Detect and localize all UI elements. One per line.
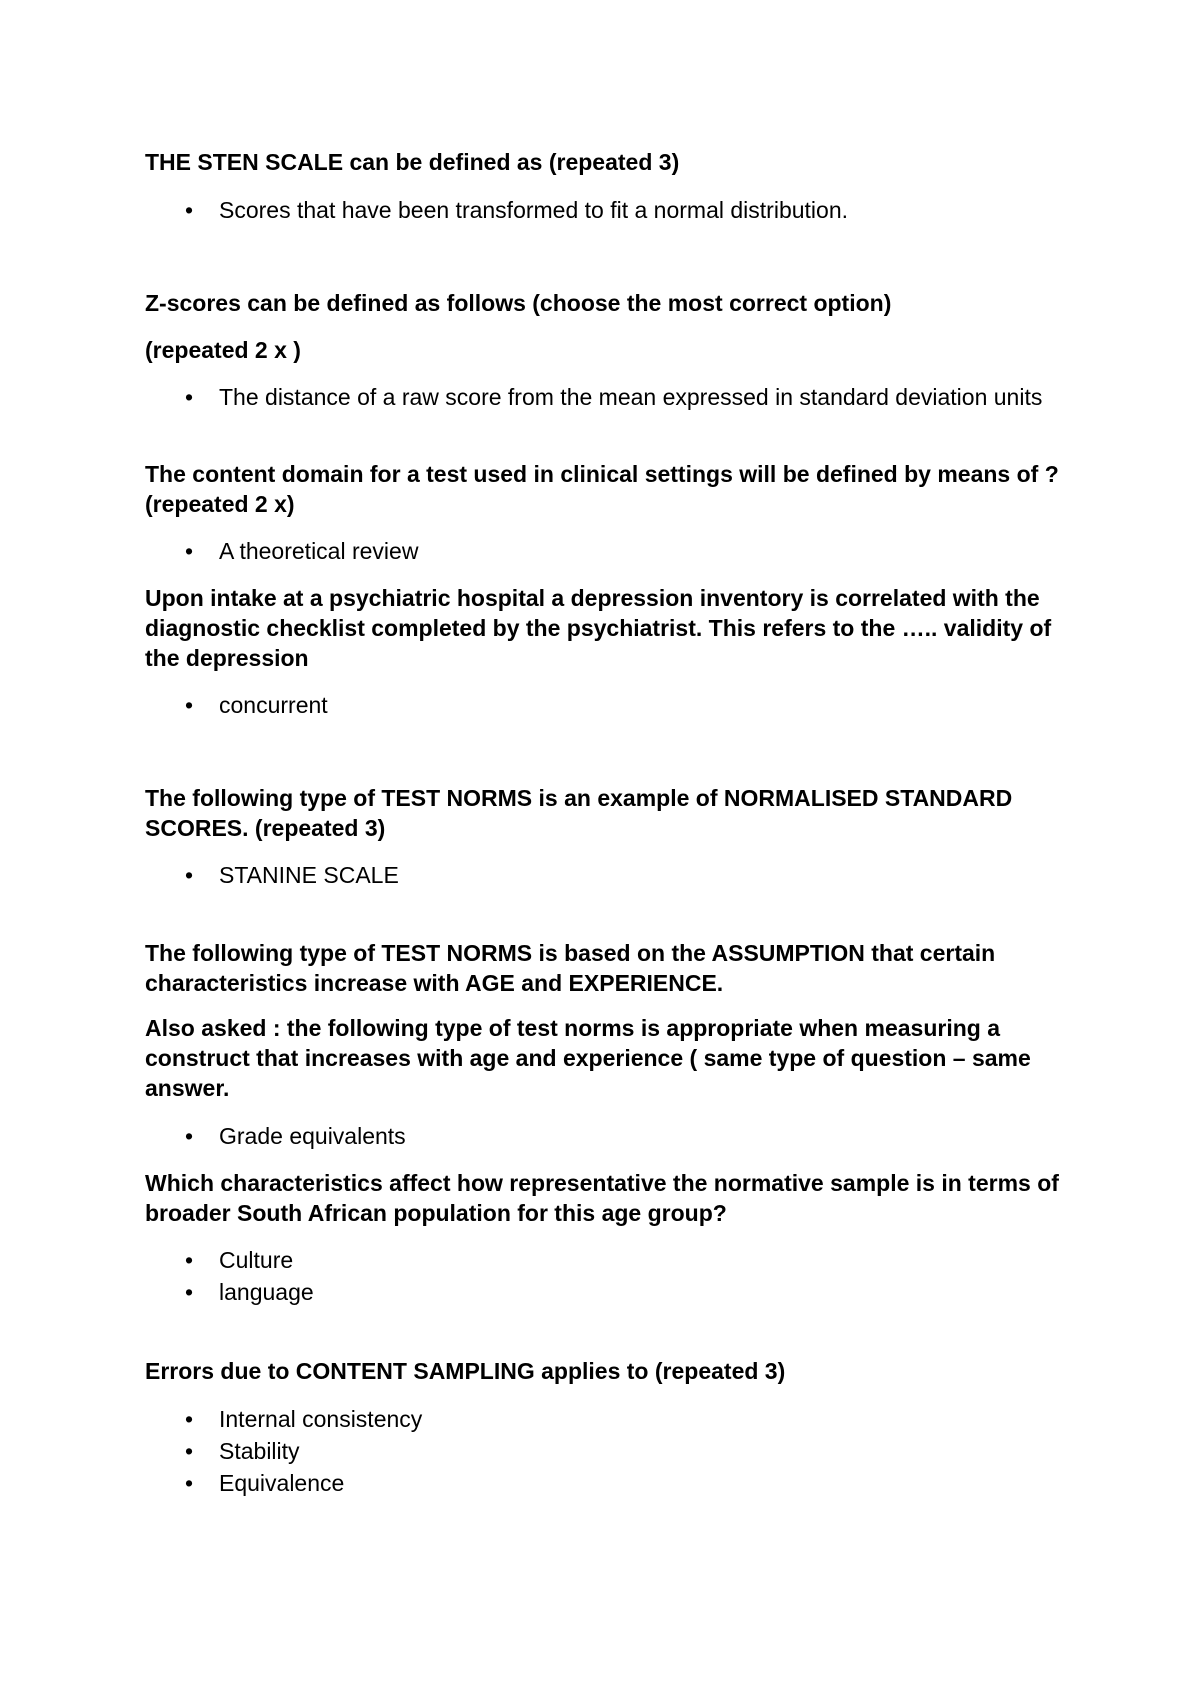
answer-content-sampling-equivalence: • Equivalence — [185, 1468, 1079, 1498]
answer-normative-sample-culture: • Culture — [185, 1245, 1079, 1275]
answer-normalised-standard-scores: • STANINE SCALE — [185, 860, 1079, 890]
question-z-scores: Z-scores can be defined as follows (choose the most correct option) — [145, 290, 892, 316]
question-content-sampling: Errors due to CONTENT SAMPLING applies to (repeated 3) — [145, 1358, 786, 1384]
question-z-scores-repeat-note: (repeated 2 x ) — [145, 337, 301, 363]
answer-content-domain: • A theoretical review — [185, 536, 1079, 566]
answer-depression-inventory: • concurrent — [185, 690, 1079, 720]
answer-content-sampling-stability: • Stability — [185, 1436, 1079, 1466]
answer-content-sampling-internal-consistency: • Internal consistency — [185, 1404, 1079, 1434]
answer-age-experience-norms: • Grade equivalents — [185, 1121, 1079, 1151]
question-depression-inventory: Upon intake at a psychiatric hospital a depression inventory is correlated with the diagnostic checklist completed by the psychiatrist. This refers to the ….. validity of the depression — [145, 585, 1052, 671]
answer-z-scores: • The distance of a raw score from the mean expressed in standard deviation units — [185, 382, 1079, 412]
answer-sten-scale: • Scores that have been transformed to fit a normal distribution. — [185, 195, 1079, 225]
question-sten-scale: THE STEN SCALE can be defined as (repeated 3) — [145, 149, 680, 175]
answer-normative-sample-language: • language — [185, 1277, 1079, 1307]
question-normalised-standard-scores: The following type of TEST NORMS is an example of NORMALISED STANDARD SCORES. (repeated 3) — [145, 785, 1013, 841]
question-also-asked: Also asked : the following type of test norms is appropriate when measuring a construct that increases with age and experience ( same type of question – same answer. — [145, 1015, 1031, 1101]
question-content-domain: The content domain for a test used in clinical settings will be defined by means of ? (repeated 2 x) — [145, 461, 1059, 517]
question-age-experience-norms: The following type of TEST NORMS is based on the ASSUMPTION that certain characteristics increase with AGE and EXPERIENCE. — [145, 940, 996, 996]
question-normative-sample: Which characteristics affect how representative the normative sample is in terms of broader South African population for this age group? — [145, 1170, 1059, 1226]
